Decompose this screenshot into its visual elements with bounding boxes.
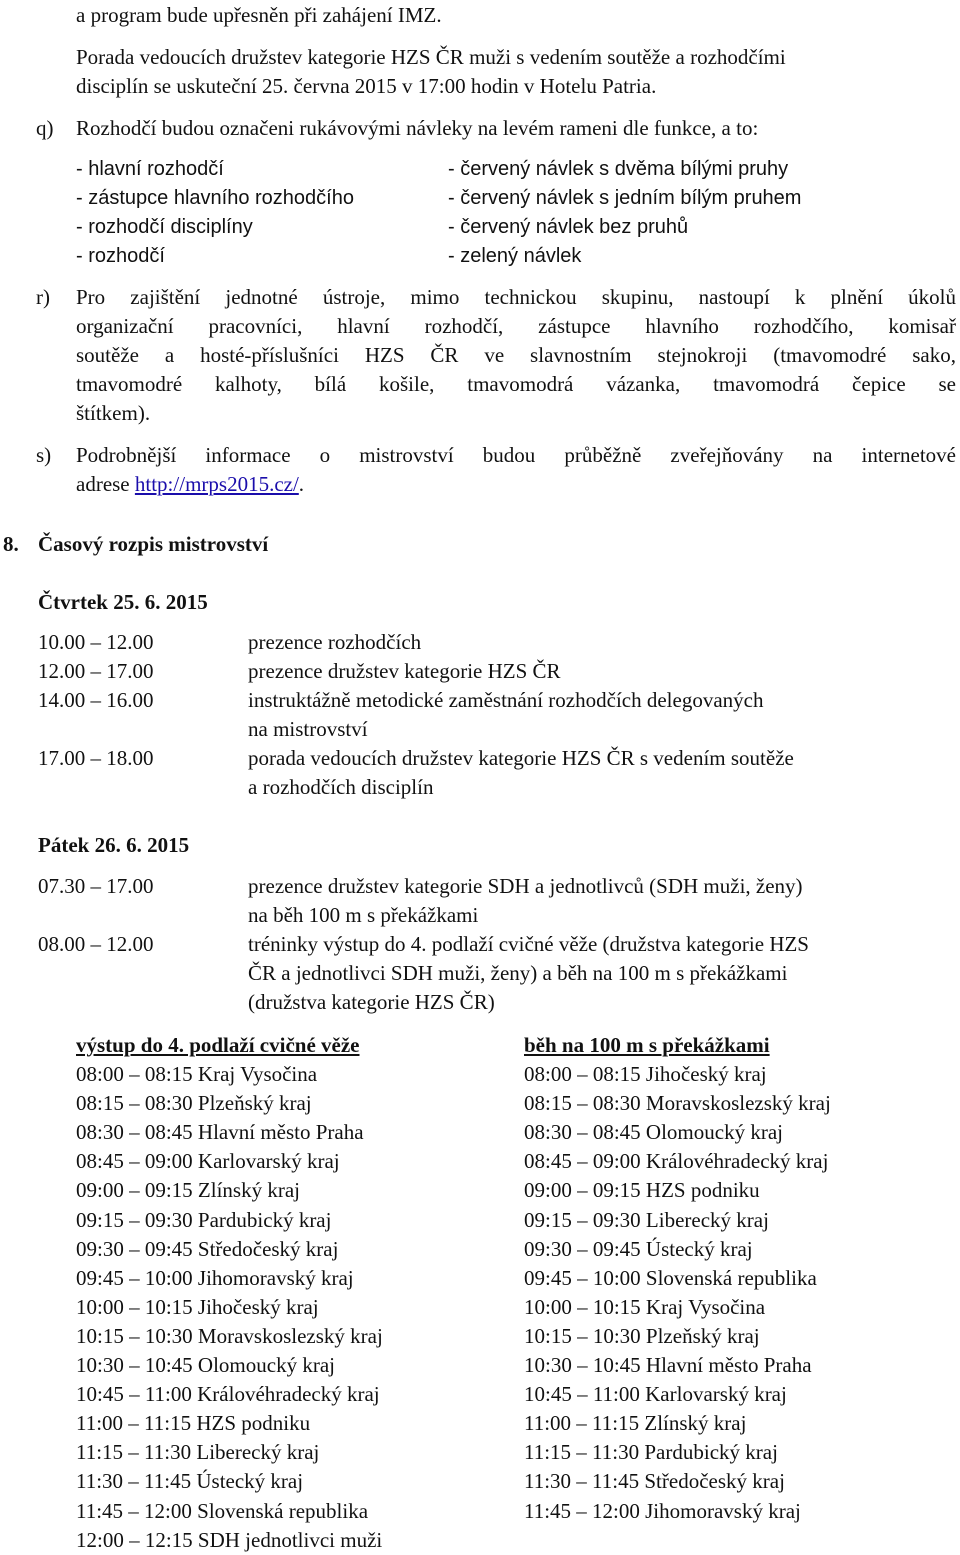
schedule-item: 09:45 – 10:00 Jihomoravský kraj	[76, 1265, 354, 1290]
schedule-item: 08:15 – 08:30 Plzeňský kraj	[76, 1091, 312, 1116]
schedule-item: 10:30 – 10:45 Hlavní město Praha	[524, 1353, 812, 1377]
schedule-item: 09:15 – 09:30 Liberecký kraj	[524, 1207, 769, 1232]
role-description: - červený návlek s dvěma bílými pruhy	[448, 158, 789, 180]
schedule-item: 09:30 – 09:45 Ústecký kraj	[524, 1236, 753, 1261]
schedule-item: 08:45 – 09:00 Královéhradecký kraj	[524, 1149, 829, 1174]
day-heading-thursday: Čtvrtek 25. 6. 2015	[38, 590, 208, 614]
event-text: na mistrovství	[248, 717, 368, 741]
schedule-left-title: výstup do 4. podlaží cvičné věže	[76, 1033, 360, 1057]
schedule-item: 11:00 – 11:15 Zlínský kraj	[524, 1411, 747, 1436]
r-text-line: soutěže a hosté-příslušníci HZS ČR ve slavnostním stejnokroji (tmavomodré sako,	[76, 343, 956, 367]
list-marker-r: r)	[36, 285, 50, 309]
event-text: na běh 100 m s překážkami	[248, 903, 479, 927]
role-description: - červený návlek bez pruhů	[448, 216, 689, 238]
time-range: 10.00 – 12.00	[38, 630, 154, 654]
day-heading-friday: Pátek 26. 6. 2015	[38, 833, 190, 857]
paragraph-line: disciplín se uskuteční 25. června 2015 v 17:00 hodin v Hotelu Patria.	[76, 74, 657, 98]
role-description: - červený návlek s jedním bílým pruhem	[448, 187, 802, 209]
event-text: porada vedoucích družstev kategorie HZS ČR s vedením soutěže	[248, 746, 794, 770]
schedule-right-title: běh na 100 m s překážkami	[524, 1033, 770, 1057]
schedule-item: 11:30 – 11:45 Ústecký kraj	[76, 1469, 304, 1494]
time-range: 08.00 – 12.00	[38, 932, 154, 956]
event-text: prezence družstev kategorie SDH a jednotlivců (SDH muži, ženy)	[248, 874, 803, 898]
schedule-item: 08:45 – 09:00 Karlovarský kraj	[76, 1149, 340, 1174]
schedule-item: 11:00 – 11:15 HZS podniku	[76, 1411, 311, 1436]
schedule-item: 10:45 – 11:00 Karlovarský kraj	[524, 1382, 787, 1407]
s-text-line: Podrobnější informace o mistrovství budou průběžně zveřejňovány na internetové	[76, 443, 956, 467]
event-text: (družstva kategorie HZS ČR)	[248, 990, 495, 1014]
schedule-item: 10:00 – 10:15 Jihočeský kraj	[76, 1294, 319, 1319]
paragraph-line: Porada vedoucích družstev kategorie HZS ČR muži s vedením soutěže a rozhodčími	[76, 45, 786, 69]
event-text: tréninky výstup do 4. podlaží cvičné věže (družstva kategorie HZS	[248, 932, 809, 956]
schedule-item: 08:00 – 08:15 Jihočeský kraj	[524, 1062, 767, 1086]
role-label: - zástupce hlavního rozhodčího	[76, 187, 354, 209]
schedule-item: 08:00 – 08:15 Kraj Vysočina	[76, 1062, 318, 1086]
r-text-line: Pro zajištění jednotné ústroje, mimo technickou skupinu, nastoupí k plnění úkolů	[76, 285, 956, 309]
schedule-item: 12:00 – 12:15 SDH jednotlivci muži	[76, 1527, 383, 1552]
schedule-item: 11:30 – 11:45 Středočeský kraj	[524, 1469, 785, 1494]
role-label: - hlavní rozhodčí	[76, 158, 224, 180]
schedule-item: 10:15 – 10:30 Moravskoslezský kraj	[76, 1323, 383, 1348]
schedule-item: 09:30 – 09:45 Středočeský kraj	[76, 1236, 339, 1261]
schedule-item: 08:30 – 08:45 Hlavní město Praha	[76, 1120, 364, 1145]
s-text-line: adrese http://mrps2015.cz/.	[76, 472, 305, 496]
schedule-item: 09:45 – 10:00 Slovenská republika	[524, 1265, 817, 1290]
time-range: 17.00 – 18.00	[38, 746, 154, 770]
schedule-item: 10:45 – 11:00 Královéhradecký kraj	[76, 1382, 380, 1407]
schedule-item: 09:15 – 09:30 Pardubický kraj	[76, 1207, 332, 1232]
website-link[interactable]: http://mrps2015.cz/	[134, 472, 299, 496]
role-label: - rozhodčí disciplíny	[76, 216, 253, 238]
time-range: 07.30 – 17.00	[38, 874, 154, 898]
schedule-item: 09:00 – 09:15 Zlínský kraj	[76, 1178, 300, 1203]
schedule-item: 11:45 – 12:00 Jihomoravský kraj	[524, 1498, 801, 1523]
q-intro-text: Rozhodčí budou označeni rukávovými návleky na levém rameni dle funkce, a to:	[76, 116, 759, 140]
schedule-item: 08:15 – 08:30 Moravskoslezský kraj	[524, 1091, 831, 1116]
r-text-line: tmavomodré kalhoty, bílá košile, tmavomodrá vázanka, tmavomodrá čepice se	[76, 372, 956, 396]
paragraph-line: a program bude upřesněn při zahájení IMZ.	[76, 3, 442, 27]
event-text: prezence družstev kategorie HZS ČR	[248, 659, 561, 683]
schedule-item: 11:45 – 12:00 Slovenská republika	[76, 1498, 369, 1523]
event-text: ČR a jednotlivci SDH muži, ženy) a běh na 100 m s překážkami	[248, 961, 788, 985]
event-text: a rozhodčích disciplín	[248, 775, 434, 799]
list-marker-s: s)	[36, 443, 52, 467]
event-text: instruktážně metodické zaměstnání rozhodčích delegovaných	[248, 688, 764, 712]
section-title: Časový rozpis mistrovství	[38, 532, 269, 556]
time-range: 14.00 – 16.00	[38, 688, 154, 712]
schedule-item: 08:30 – 08:45 Olomoucký kraj	[524, 1120, 783, 1145]
schedule-item: 10:00 – 10:15 Kraj Vysočina	[524, 1294, 766, 1319]
schedule-item: 09:00 – 09:15 HZS podniku	[524, 1178, 760, 1203]
schedule-item: 10:30 – 10:45 Olomoucký kraj	[76, 1353, 335, 1377]
section-number: 8.	[3, 532, 19, 556]
event-text: prezence rozhodčích	[248, 630, 422, 654]
schedule-item: 11:15 – 11:30 Liberecký kraj	[76, 1440, 320, 1465]
schedule-item: 11:15 – 11:30 Pardubický kraj	[524, 1440, 778, 1465]
r-text-line: štítkem).	[76, 401, 151, 425]
time-range: 12.00 – 17.00	[38, 659, 154, 683]
r-text-line: organizační pracovníci, hlavní rozhodčí, zástupce hlavního rozhodčího, komisař	[76, 314, 956, 338]
schedule-item: 10:15 – 10:30 Plzeňský kraj	[524, 1323, 760, 1348]
list-marker-q: q)	[36, 116, 54, 140]
role-label: - rozhodčí	[76, 245, 165, 267]
role-description: - zelený návlek	[448, 245, 582, 267]
